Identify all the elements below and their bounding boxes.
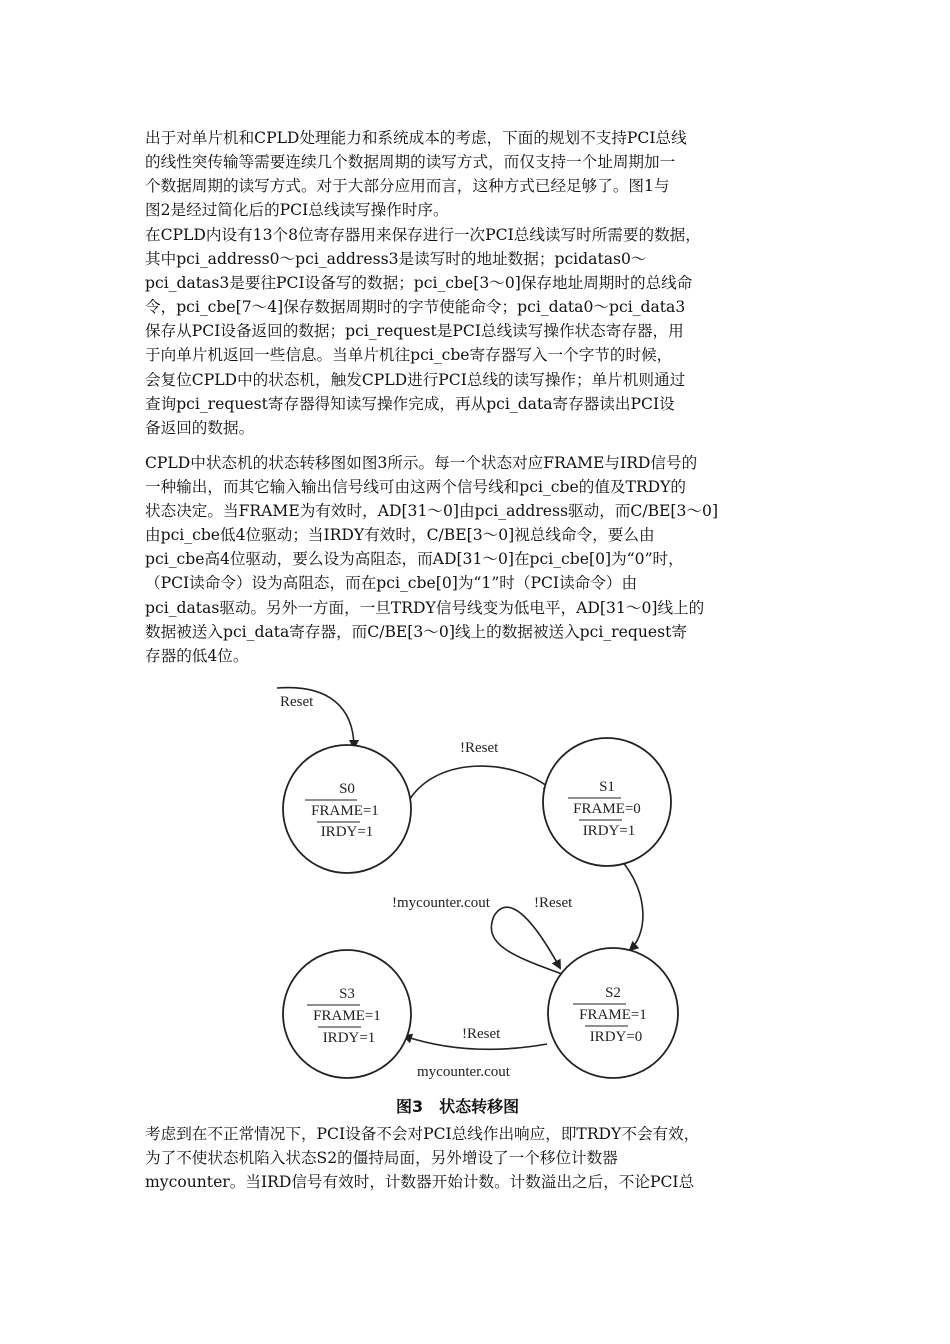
- state-s3-name: S3: [339, 986, 355, 1002]
- s2-self-loop-arrow: [491, 907, 562, 974]
- s0-to-s1-arrow: [407, 766, 552, 804]
- text-line: 在CPLD内设有13个8位寄存器用来保存进行一次PCI总线读写时所需要的数据，: [145, 226, 701, 244]
- state-s0-irdy: IRDY=1: [320, 824, 374, 840]
- state-s2-frame: FRAME=1: [579, 1007, 647, 1023]
- text-line: 为了不使状态机陷入状态S2的僵持局面，另外增设了一个移位计数器: [145, 1149, 618, 1168]
- text-line: 备返回的数据。: [145, 418, 255, 437]
- state-s0-name: S0: [339, 781, 355, 797]
- text-line: 出于对单片机和CPLD处理能力和系统成本的考虑，下面的规划不支持PCI总线: [145, 129, 687, 147]
- text-line: 于向单片机返回一些信息。当单片机往pci_cbe寄存器写入一个字节的时候，: [145, 346, 673, 365]
- paragraph-4: [145, 1122, 825, 1194]
- text-line: mycounter。当IRD信号有效时，计数器开始计数。计数溢出之后，不论PCI总: [145, 1173, 695, 1192]
- self-loop-reset-label: !Reset: [534, 895, 573, 911]
- paragraph-2: [145, 223, 825, 440]
- text-line: 存器的低4位。: [145, 646, 249, 665]
- text-line: 个数据周期的读写方式。对于大部分应用而言，这种方式已经足够了。图1与: [145, 177, 670, 196]
- text-line: 数据被送入pci_data寄存器，而C/BE[3～0]线上的数据被送入pci_request寄: [145, 622, 687, 641]
- text-line: 图2是经过简化后的PCI总线读写操作时序。: [145, 201, 449, 220]
- text-line: pci_datas驱动。另外一方面，一旦TRDY信号线变为低电平，AD[31～0]线上的: [145, 598, 705, 617]
- paragraph-3: [145, 451, 825, 668]
- s1-to-s2-arrow: [622, 861, 643, 950]
- reset-label: Reset: [280, 694, 314, 710]
- state-s1-name: S1: [599, 779, 615, 795]
- text-line: 一种输出，而其它输入输出信号线可由这两个信号线和pci_cbe的值及TRDY的: [145, 478, 687, 497]
- self-loop-counter-label: !mycounter.cout: [392, 895, 490, 911]
- state-s1-irdy: IRDY=1: [582, 823, 636, 839]
- text-line: CPLD中状态机的状态转移图如图3所示。每一个状态对应FRAME与IRD信号的: [145, 454, 698, 472]
- text-line: pci_cbe高4位驱动，要么设为高阻态，而AD[31～0]在pci_cbe[0]为“0”时，: [145, 550, 684, 569]
- text-line: （PCI读命令）设为高阻态，而在pci_cbe[0]为“1”时（PCI读命令）由: [145, 574, 638, 593]
- text-line: 保存从PCI设备返回的数据；pci_request是PCI总线读写操作状态寄存器，用: [145, 322, 684, 341]
- text-line: 的线性突传输等需要连续几个数据周期的读写方式，而仅支持一个址周期加一: [145, 153, 676, 172]
- state-transition-figure: [262, 676, 690, 1120]
- state-s1: [543, 738, 671, 866]
- text-line: 令，pci_cbe[7～4]保存数据周期时的字节使能命令；pci_data0～pci_data3: [145, 298, 686, 317]
- text-line: 考虑到在不正常情况下，PCI设备不会对PCI总线作出响应，即TRDY不会有效，: [145, 1125, 700, 1143]
- text-line: 其中pci_address0～pci_address3是读写时的地址数据；pcidatas0～: [145, 250, 647, 269]
- text-line: 查询pci_request寄存器得知读写操作完成，再从pci_data寄存器读出PCI设: [145, 394, 675, 413]
- state-s2-name: S2: [605, 985, 621, 1001]
- state-s0-frame: FRAME=1: [311, 803, 379, 819]
- state-s2-irdy: IRDY=0: [589, 1029, 643, 1045]
- state-s1-frame: FRAME=0: [573, 801, 641, 817]
- state-s2: [548, 948, 678, 1078]
- state-s0: [283, 745, 411, 873]
- s0-to-s1-label: !Reset: [460, 740, 499, 756]
- paragraph-1: [145, 126, 825, 222]
- text-line: pci_datas3是要往PCI设备写的数据；pci_cbe[3～0]保存地址周期时的总线命: [145, 274, 693, 293]
- state-s3-frame: FRAME=1: [313, 1008, 381, 1024]
- text-line: 会复位CPLD中的状态机，触发CPLD进行PCI总线的读写操作；单片机则通过: [145, 370, 686, 389]
- state-s3: [283, 950, 411, 1078]
- s2-to-s3-reset-label: !Reset: [462, 1026, 501, 1042]
- text-line: 状态决定。当FRAME为有效时，AD[31～0]由pci_address驱动，而C/BE[3～0]: [145, 502, 719, 521]
- text-line: 由pci_cbe低4位驱动；当IRDY有效时，C/BE[3～0]视总线命令，要么由: [145, 526, 655, 545]
- state-s3-irdy: IRDY=1: [322, 1030, 376, 1046]
- s2-to-s3-counter-label: mycounter.cout: [417, 1064, 510, 1080]
- figure-caption: 图3 状态转移图: [396, 1097, 520, 1116]
- state-diagram: [262, 676, 690, 1120]
